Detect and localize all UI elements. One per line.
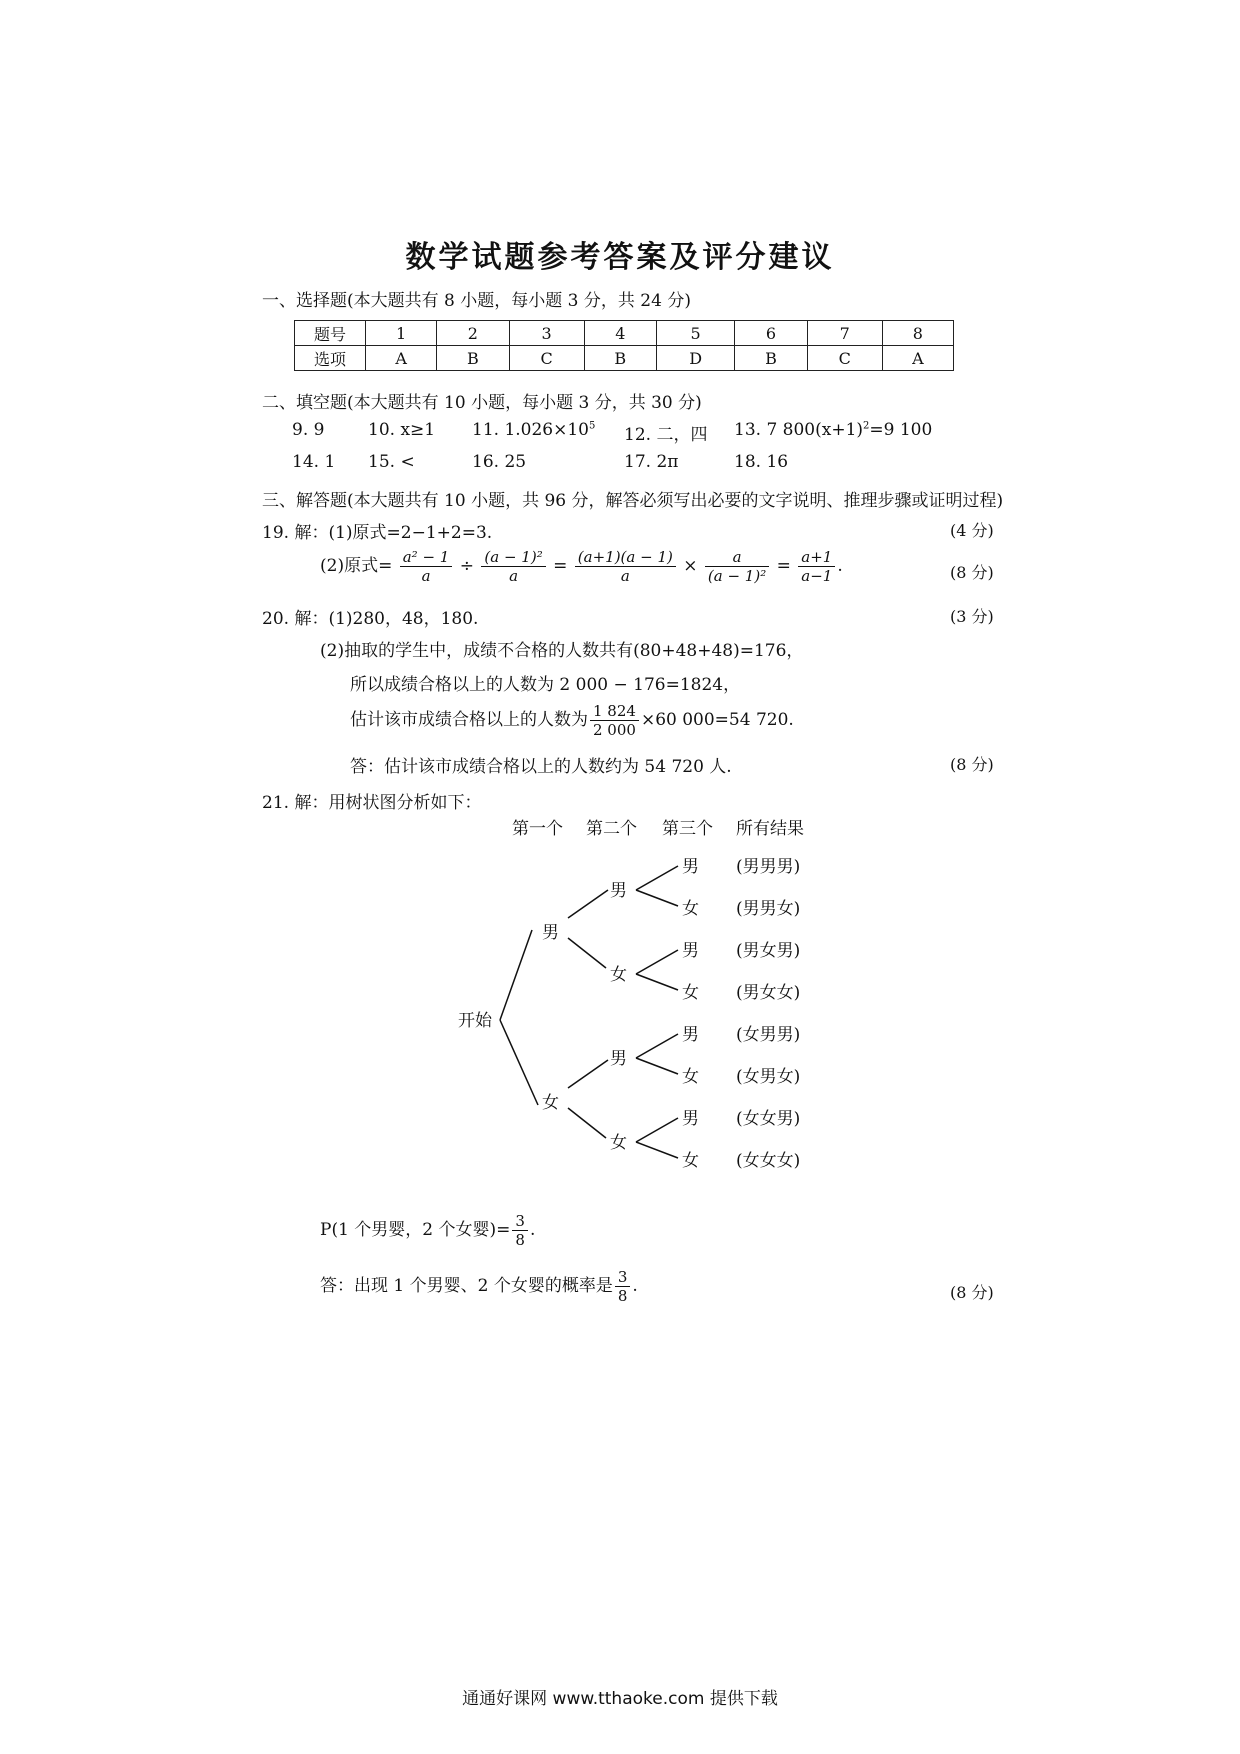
table-cell: 4 [584,321,656,346]
section3-heading: 三、解答题(本大题共有 10 小题，共 96 分，解答必须写出必要的文字说明、推理步骤或证明过程) [262,491,1004,511]
tree-header: 第二个 [586,819,637,839]
q20-line5: 答：估计该市成绩合格以上的人数约为 54 720 人. [350,757,732,777]
tree-node-level3: 女 [682,1067,699,1087]
branch-line [636,890,678,906]
tree-result: (女男男) [736,1025,801,1045]
branch-line [636,974,678,990]
table-cell: B [584,346,656,371]
row-label-option: 选项 [295,346,366,371]
q20-line2: (2)抽取的学生中，成绩不合格的人数共有(80+48+48)=176， [320,641,804,661]
table-cell: C [807,346,882,371]
table-cell: 1 [366,321,437,346]
tree-result: (男男女) [736,899,801,919]
table-cell: A [366,346,437,371]
q19-part2-prefix: (2)原式= [320,556,393,576]
fraction-denominator: a [421,567,431,585]
tree-header: 第三个 [662,819,713,839]
period: . [837,556,843,576]
answer-prefix: 答：出现 1 个男婴、2 个女婴的概率是 [320,1276,613,1296]
probability-prefix: P(1 个男婴，2 个女婴)= [320,1220,511,1240]
fraction-numerator: (a − 1)² [481,548,545,567]
tree-header: 第一个 [512,819,563,839]
tree-result: (女女女) [736,1151,801,1171]
q20-line4-prefix: 估计该市成绩合格以上的人数为 [350,710,588,730]
answer-q13-tail: =9 100 [869,420,933,440]
fraction-denominator: a [509,567,519,585]
answer-q15: 15. < [368,452,415,472]
tree-header: 所有结果 [736,819,804,839]
table-cell: 6 [735,321,807,346]
tree-node-level3: 男 [682,1109,699,1129]
fraction-numerator: a² − 1 [400,548,453,567]
fraction-denominator: a [620,567,630,585]
answer-q9: 9. 9 [292,420,325,440]
section1-heading: 一、选择题(本大题共有 8 小题，每小题 3 分，共 24 分) [262,291,691,311]
branch-line [636,866,678,890]
q20-part1: 20. 解：(1)280，48，180. [262,609,479,629]
table-cell: 5 [656,321,734,346]
equals-sign: = [553,556,568,576]
table-cell: A [882,346,953,371]
answer-q12: 12. 二，四 [624,425,708,445]
tree-node-level2: 女 [610,965,627,985]
table-cell: B [735,346,807,371]
tree-result: (男女男) [736,941,801,961]
fraction-numerator: a [705,548,769,567]
fraction-numerator: 3 [615,1268,631,1287]
branch-line [568,890,608,918]
answer-q14: 14. 1 [292,452,336,472]
tree-node-level1: 男 [542,923,559,943]
table-cell: B [437,346,509,371]
tree-result: (男男男) [736,857,801,877]
answer-q18: 18. 16 [734,452,789,472]
fraction [512,1212,528,1249]
fraction-numerator: 1 824 [590,702,639,721]
q19-part2-score: (8 分) [950,563,994,582]
tree-node-level3: 女 [682,1151,699,1171]
tree-node-level3: 女 [682,983,699,1003]
branch-line [636,1058,678,1074]
branch-line [568,1060,608,1088]
branch-line [636,1034,678,1058]
q20-line4-suffix: ×60 000=54 720. [640,710,794,730]
q19-part1-score: (4 分) [950,521,994,540]
branch-line [568,938,606,968]
table-cell: 2 [437,321,509,346]
page-title: 数学试题参考答案及评分建议 [405,240,835,275]
answer-q10: 10. x≥1 [368,420,436,440]
branch-line [636,1118,678,1142]
tree-node-level1: 女 [542,1093,559,1113]
q20-line3: 所以成绩合格以上的人数为 2 000 − 176=1824， [350,675,741,695]
branch-line [500,930,532,1020]
tree-result: (女女男) [736,1109,801,1129]
q20-score: (8 分) [950,755,994,774]
answer-q16: 16. 25 [472,452,527,472]
table-cell: 3 [509,321,584,346]
tree-node-level3: 女 [682,899,699,919]
fraction-denominator: 8 [617,1287,628,1305]
fraction-denominator: 2 000 [593,721,636,739]
answer-q11-exponent: 5 [588,420,596,432]
q21-answer [320,1268,638,1305]
answer-q11-base: 11. 1.026×10 [472,420,589,440]
branch-line [636,950,678,974]
q19-part1: 19. 解：(1)原式=2−1+2=3. [262,523,493,543]
tree-node-level3: 男 [682,857,699,877]
fraction-numerator: a+1 [798,548,835,567]
multiply-sign: × [683,556,698,576]
q21-intro: 21. 解：用树状图分析如下： [262,793,482,813]
tree-node-level2: 男 [610,881,627,901]
divide-sign: ÷ [459,556,474,576]
tree-result: (男女女) [736,983,801,1003]
tree-node-level2: 女 [610,1133,627,1153]
period: . [632,1276,638,1296]
fraction-denominator: a−1 [801,567,833,585]
fraction-denominator: 8 [515,1231,525,1249]
answer-q13-base: 13. 7 800(x+1) [734,420,864,440]
fraction-numerator: (a+1)(a − 1) [575,548,676,567]
table-cell: 8 [882,321,953,346]
branch-line [568,1108,606,1138]
equals-sign: = [776,556,791,576]
fraction [615,1268,631,1305]
tree-node-level3: 男 [682,1025,699,1045]
period: . [529,1220,536,1240]
branch-line [636,1142,678,1158]
branch-line [500,1020,538,1105]
fraction-denominator: (a − 1)² [707,567,767,585]
tree-result: (女男女) [736,1067,801,1087]
q21-probability [320,1212,535,1249]
q20-part1-score: (3 分) [950,607,994,626]
tree-branches [500,866,678,1158]
table-cell: D [656,346,734,371]
table-cell: C [509,346,584,371]
section2-heading: 二、填空题(本大题共有 10 小题，每小题 3 分，共 30 分) [262,393,702,413]
row-label-number: 题号 [295,321,366,346]
table-cell: 7 [807,321,882,346]
q21-score: (8 分) [950,1283,994,1302]
footer-credit: 通通好课网 www.tthaoke.com 提供下载 [462,1689,778,1709]
answer-q17: 17. 2π [624,452,679,472]
tree-node-level3: 男 [682,941,699,961]
answer-q13-exponent: 2 [863,420,870,432]
tree-root: 开始 [458,1011,492,1031]
fraction-numerator: 3 [512,1212,528,1231]
tree-node-level2: 男 [610,1049,627,1069]
